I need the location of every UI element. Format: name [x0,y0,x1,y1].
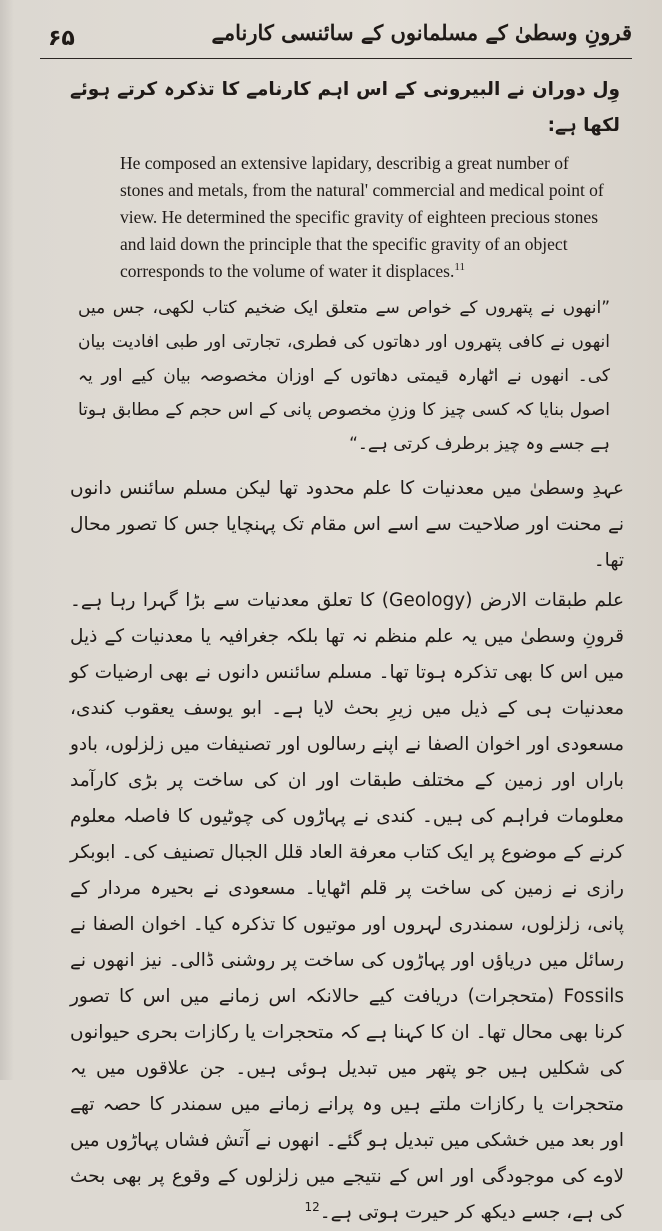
page-header [40,14,632,59]
page-body [70,72,624,1231]
paragraph-medieval-minerals: عہدِ وسطیٰ میں معدنیات کا علم محدود تھا لیکن مسلم سائنس دانوں نے محنت اور صلاحیت سے اسے اس مقام تک پہنچایا جس کا تصور محال تھا۔ [70,478,624,571]
paragraph-geology [70,583,624,1231]
page-number: ۶۵ [48,26,75,51]
paragraph-geology-text: علم طبقات الارض (Geology) کا تعلق معدنیات سے بڑا گہرا رہا ہے۔ قرونِ وسطیٰ میں یہ علم منظم نہ تھا بلکہ جغرافیہ یا معدنیات کے ذیل میں اس کا بھی تذکرہ ہوتا تھا۔ مسلم سائنس دانوں نے بھی ارضیات کو معدنیات ہی کے ذیل میں زیرِ بحث لایا ہے۔ ابو یوسف یعقوب کندی، مسعودی اور اخوان الصفا نے اپنے رسالوں اور تصنیفات میں زلزلوں، بادو باراں اور زمین کے مختلف طبقات اور ان کی ساخت پر بڑی کارآمد معلومات فراہم کی ہیں۔ کندی نے پہاڑوں کی چوٹیوں کا فاصلہ معلوم کرنے کے موضوع پر ایک کتاب معرفة العاد قلل الجبال تصنیف کی۔ ابوبکر رازی نے زمین کی ساخت پر قلم اٹھایا۔ مسعودی نے بحیرہ مردار کے پانی، زلزلوں، سمندری لہروں اور موتیوں کا تذکرہ کیا۔ اخوان الصفا نے رسائل میں دریاؤں اور پہاڑوں کی ساخت پر روشنی ڈالی۔ نیز انھوں نے Fossils (متحجرات) دریافت کیے حالانکہ اس زمانے میں اس کا تصور کرنا بھی محال تھا۔ ان کا کہنا ہے کہ متحجرات یا رکازات بحری حیوانوں کی شکلیں ہیں جو پتھر میں تبدیل ہوئی ہیں۔ جن علاقوں میں یہ متحجرات یا رکازات ملتے ہیں وہ پرانے زمانے میں سمندر کا حصہ تھے اور بعد میں خشکی میں تبدیل ہو گئے۔ انھوں نے آتش فشاں پہاڑوں میں لاوے کی موجودگی اور اس کے نتیجے میں زلزلوں کے وقوع پر بھی بحث کی ہے، جسے دیکھ کر حیرت ہوتی ہے۔ [70,590,624,1223]
footnote-marker-11: 11 [454,261,465,274]
urdu-quote: ”انھوں نے پتھروں کے خواص سے متعلق ایک ضخیم کتاب لکھی، جس میں انھوں نے کافی پتھروں اور دھاتوں کی فطری، تجارتی اور طبی افادیت بیان کی۔ انھوں نے اٹھارہ قیمتی دھاتوں کے اوزان مخصوصہ بیان کیے اور یہ اصول بنایا کہ کسی چیز کا وزنِ مخصوص پانی کے اس حجم کے مطابق ہوتا ہے جسے وہ چیز برطرف کرتی ہے۔“ [78,298,610,454]
intro-paragraph: وِل دوران نے البیرونی کے اس اہم کارنامے کا تذکرہ کرتے ہوئے لکھا ہے: [70,79,620,136]
english-quote-text: He composed an extensive lapidary, describig a great number of stones and metals, from the natural' commercial and medical point of view. He determined the specific gravity of eighteen precious stones and laid down the principle that the specific gravity of an object corresponds to the volume of water it displaces. [120,153,604,281]
running-title: قرونِ وسطیٰ کے مسلمانوں کے سائنسی کارنامے [211,20,632,45]
footnote-marker-12: 12 [304,1199,320,1214]
english-quote [120,150,610,285]
